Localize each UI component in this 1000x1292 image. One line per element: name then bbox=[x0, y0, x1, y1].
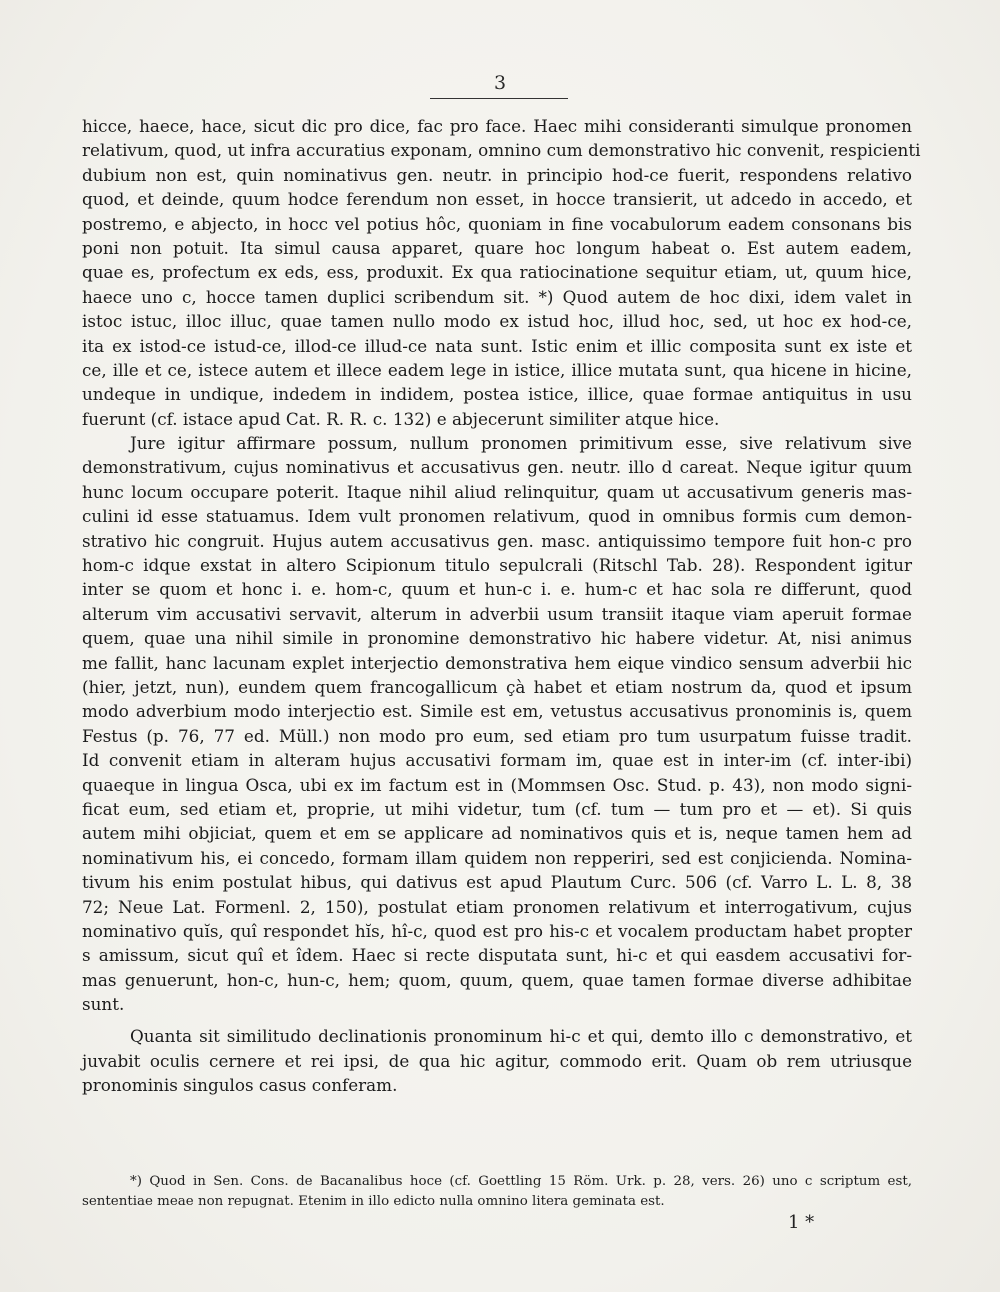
text-line: fuerunt (cf. istace apud Cat. R. R. c. 132) e abjecerunt similiter atque hice. bbox=[82, 408, 720, 429]
text-line: (hier, jetzt, nun), eundem quem francogallicum çà habet et etiam nostrum da, quod et ipsum bbox=[82, 676, 912, 697]
text-line: hom-c idque exstat in altero Scipionum titulo sepulcrali (Ritschl Tab. 28). Respondent igitur bbox=[82, 555, 912, 576]
text-line: strativo hic congruit. Hujus autem accusativus gen. masc. antiquissimo tempore fuit hon-c pro bbox=[82, 530, 912, 551]
text-line: tivum his enim postulat hibus, qui dativus est apud Plautum Curc. 506 (cf. Varro L. L. 8, 38 bbox=[82, 872, 912, 893]
text-line: demonstrativum, cujus nominativus et accusativus gen. neutr. illo d careat. Neque igitur quum bbox=[82, 457, 912, 478]
text-line: relativum, quod, ut infra accuratius exponam, omnino cum demonstrativo hic convenit, respicienti bbox=[82, 140, 921, 161]
text-line: dubium non est, quin nominativus gen. neutr. in principio hod-ce fuerit, respondens relativo bbox=[82, 164, 912, 185]
footnotes bbox=[82, 1172, 912, 1212]
text-line: quem, quae una nihil simile in pronomine demonstrativo hic habere videtur. At, nisi animus bbox=[82, 628, 912, 649]
text-line: 72; Neue Lat. Formenl. 2, 150), postulat etiam pronomen relativum et interrogativum, cujus bbox=[82, 896, 912, 917]
text-line: poni non potuit. Ita simul causa apparet, quare hoc longum habeat o. Est autem eadem, bbox=[82, 237, 912, 258]
text-line: s amissum, sicut quî et îdem. Haec si recte disputata sunt, hi-c et qui easdem accusativi for- bbox=[82, 945, 912, 966]
paragraph-gap bbox=[82, 1016, 912, 1024]
text-line: hunc locum occupare poterit. Itaque nihil aliud relinquitur, quam ut accusativum generis mas- bbox=[82, 481, 912, 502]
text-line: modo adverbium modo interjectio est. Simile est em, vetustus accusativus pronominis is, quem bbox=[82, 701, 912, 722]
text-line: postremo, e abjecto, in hocc vel potius hôc, quoniam in fine vocabulorum eadem consonans bis bbox=[82, 213, 912, 234]
text-line: hicce, haece, hace, sicut dic pro dice, fac pro face. Haec mihi consideranti simulque pronomen bbox=[82, 116, 912, 136]
text-line: ficat eum, sed etiam et, proprie, ut mihi videtur, tum (cf. tum — tum pro et — et). Si quis bbox=[82, 798, 912, 819]
text-line: Jure igitur affirmare possum, nullum pronomen primitivum esse, sive relativum sive bbox=[130, 433, 912, 454]
text-line: nominativo quĭs, quî respondet hĭs, hî-c, quod est pro his-c et vocalem productam habet propter bbox=[82, 920, 912, 941]
text-line: juvabit oculis cernere et rei ipsi, de qua hic agitur, commodo erit. Quam ob rem utriusque bbox=[82, 1050, 912, 1071]
main-text bbox=[82, 114, 921, 1098]
text-line: inter se quom et honc i. e. hom-c, quum et hun-c i. e. hum-c et hac sola re differunt, quod bbox=[82, 579, 912, 600]
footnote-line: sententiae meae non repugnat. Etenim in illo edicto nulla omnino litera geminata est. bbox=[82, 1194, 665, 1209]
header-rule bbox=[430, 98, 568, 99]
text-line: ita ex istod-ce istud-ce, illod-ce illud-ce nata sunt. Istic enim et illic composita sunt ex iste et bbox=[82, 335, 912, 356]
footnote-line: *) Quod in Sen. Cons. de Bacanalibus hoce (cf. Goettling 15 Röm. Urk. p. 28, vers. 26) uno c scriptum est, bbox=[130, 1174, 912, 1189]
text-line: quae es, profectum ex eds, ess, produxit. Ex qua ratiocinatione sequitur etiam, ut, quum hice, bbox=[82, 262, 912, 283]
text-line: istoc istuc, illoc illuc, quae tamen nullo modo ex istud hoc, illud hoc, sed, ut hoc ex hod-ce, bbox=[82, 311, 912, 332]
text-line: nominativum his, ei concedo, formam illam quidem non repperiri, sed est conjicienda. Nomina- bbox=[82, 847, 912, 868]
text-line: ce, ille et ce, istece autem et illece eadem lege in istice, illice mutata sunt, qua hicene in hicine, bbox=[82, 359, 912, 380]
text-line: culini id esse statuamus. Idem vult pronomen relativum, quod in omnibus formis cum demon- bbox=[82, 506, 912, 527]
text-line: Festus (p. 76, 77 ed. Müll.) non modo pro eum, sed etiam pro tum usurpatum fuisse tradit. bbox=[82, 725, 912, 746]
text-line: alterum vim accusativi servavit, alterum in adverbii usum transiit itaque viam aperuit formae bbox=[82, 603, 912, 624]
text-line: quod, et deinde, quum hodce ferendum non esset, in hocce transierit, ut adcedo in accedo, et bbox=[82, 189, 912, 210]
page-number: 3 bbox=[493, 72, 507, 94]
text-line: mas genuerunt, hon-c, hun-c, hem; quom, quum, quem, quae tamen formae diverse adhibitae bbox=[82, 969, 912, 990]
text-line: undeque in undique, indedem in indidem, postea istice, illice, quae formae antiquitus in usu bbox=[82, 384, 912, 405]
text-line: quaeque in lingua Osca, ubi ex im factum est in (Mommsen Osc. Stud. p. 43), non modo signi- bbox=[82, 774, 912, 795]
text-line: Quanta sit similitudo declinationis pronominum hi-c et qui, demto illo c demonstrativo, et bbox=[130, 1026, 912, 1047]
text-line: me fallit, hanc lacunam explet interjectio demonstrativa hem eique vindico sensum adverbii hic bbox=[82, 652, 912, 673]
text-line: Id convenit etiam in alteram hujus accusativi formam im, quae est in inter-im (cf. inter-ibi) bbox=[82, 750, 912, 771]
signature-mark: 1 * bbox=[788, 1212, 815, 1233]
text-line: autem mihi objiciat, quem et em se applicare ad nominativos quis et is, neque tamen hem ad bbox=[82, 823, 912, 844]
text-line: sunt. bbox=[82, 994, 125, 1015]
text-line: pronominis singulos casus conferam. bbox=[82, 1075, 398, 1096]
text-line: haece uno c, hocce tamen duplici scribendum sit. *) Quod autem de hoc dixi, idem valet in bbox=[82, 286, 912, 307]
